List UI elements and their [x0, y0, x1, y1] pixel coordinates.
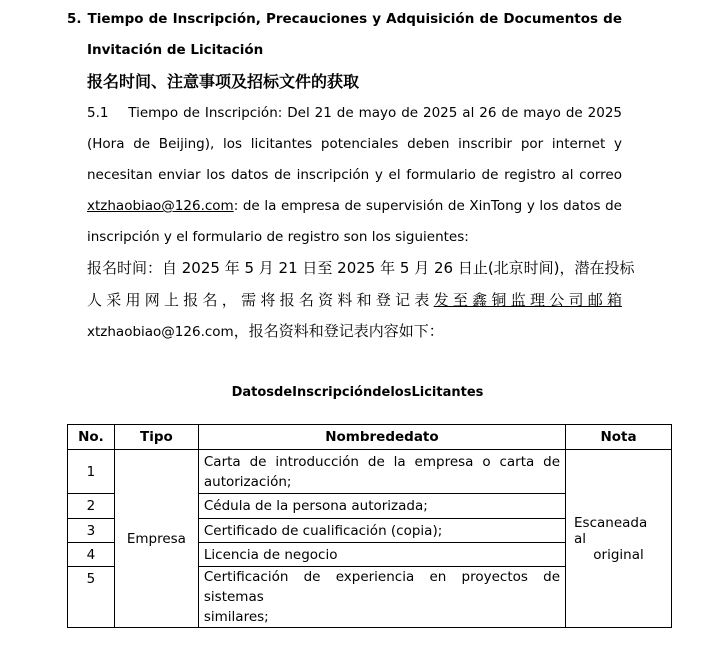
item-text: similares; [203, 609, 269, 625]
paragraph-line: necesitan enviar los datos de inscripción y el formulario de registro al correo [87, 167, 622, 183]
email-link-zh[interactable]: xtzhaobiao@126.com [87, 324, 234, 340]
paragraph-line: inscripción y el formulario de registro son los siguientes: [87, 229, 469, 245]
row-number: 5 [68, 567, 115, 628]
table-title: DatosdeInscripcióndelosLicitantes [231, 385, 484, 400]
paragraph-line: (Hora de Beijing), los licitantes potenciales deben inscribir por internet y [87, 136, 622, 152]
item-cell: Licencia de negocio [198, 543, 565, 567]
paragraph-line [87, 316, 622, 348]
table-header-row [68, 425, 672, 450]
item-cell: Certificado de cualificación (copia); [198, 519, 565, 543]
paragraph-line [87, 191, 622, 222]
header-tipo: Tipo [114, 425, 198, 450]
paragraph-line [87, 98, 622, 129]
section-heading [67, 4, 622, 35]
item-text: Certificación de experiencia en proyectos de sistemas [203, 569, 561, 605]
nota-text: Escaneada al [574, 514, 648, 547]
row-number: 2 [68, 494, 115, 519]
registration-table [67, 424, 672, 628]
paragraph-text: ，报名资料和登记表内容如下： [233, 322, 444, 340]
paragraph-line: 报名时间：自 2025 年 5 月 21 日至 2025 年 5 月 26 日止(北京时间)，潜在投标 [87, 259, 635, 277]
subsection-paragraph-zh [87, 253, 635, 348]
header-nombre: Nombrededato [198, 425, 565, 450]
item-text: autorización; [203, 473, 292, 490]
paragraph-text: : de la empresa de supervisión de XinTong y los datos de [233, 198, 622, 214]
paragraph-text: Tiempo de Inscripción: Del 21 de mayo de 2025 al 26 de mayo de 2025 [128, 105, 623, 121]
paragraph-text: 人采用网上报名，需将报名资料和登记表 [87, 290, 434, 309]
section-title-zh: 报名时间、注意事项及招标文件的获取 [87, 72, 360, 91]
item-cell [198, 567, 565, 628]
nota-text: original [593, 546, 644, 563]
subsection-number: 5.1 [87, 105, 109, 121]
header-no: No. [68, 425, 115, 450]
nota-cell [566, 450, 672, 628]
section-number: 5. [67, 11, 82, 27]
table-row [68, 450, 672, 494]
row-number: 4 [68, 543, 115, 567]
item-cell: Cédula de la persona autorizada; [198, 494, 565, 519]
header-nota: Nota [566, 425, 672, 450]
row-number: 1 [68, 450, 115, 494]
paragraph-line [87, 285, 622, 317]
item-text: Carta de introducción de la empresa o carta de [203, 453, 561, 470]
subsection-paragraph-es [87, 98, 622, 253]
section-title-line1: Tiempo de Inscripción, Precauciones y Adquisición de Documentos de [87, 11, 622, 27]
item-cell [198, 450, 565, 494]
tipo-cell: Empresa [114, 450, 198, 628]
row-number: 3 [68, 519, 115, 543]
email-link[interactable]: xtzhaobiao@126.com [87, 198, 234, 214]
section-title-line2: Invitación de Licitación [87, 42, 264, 58]
underlined-text: 发至鑫铜监理公司邮箱 [433, 290, 622, 309]
